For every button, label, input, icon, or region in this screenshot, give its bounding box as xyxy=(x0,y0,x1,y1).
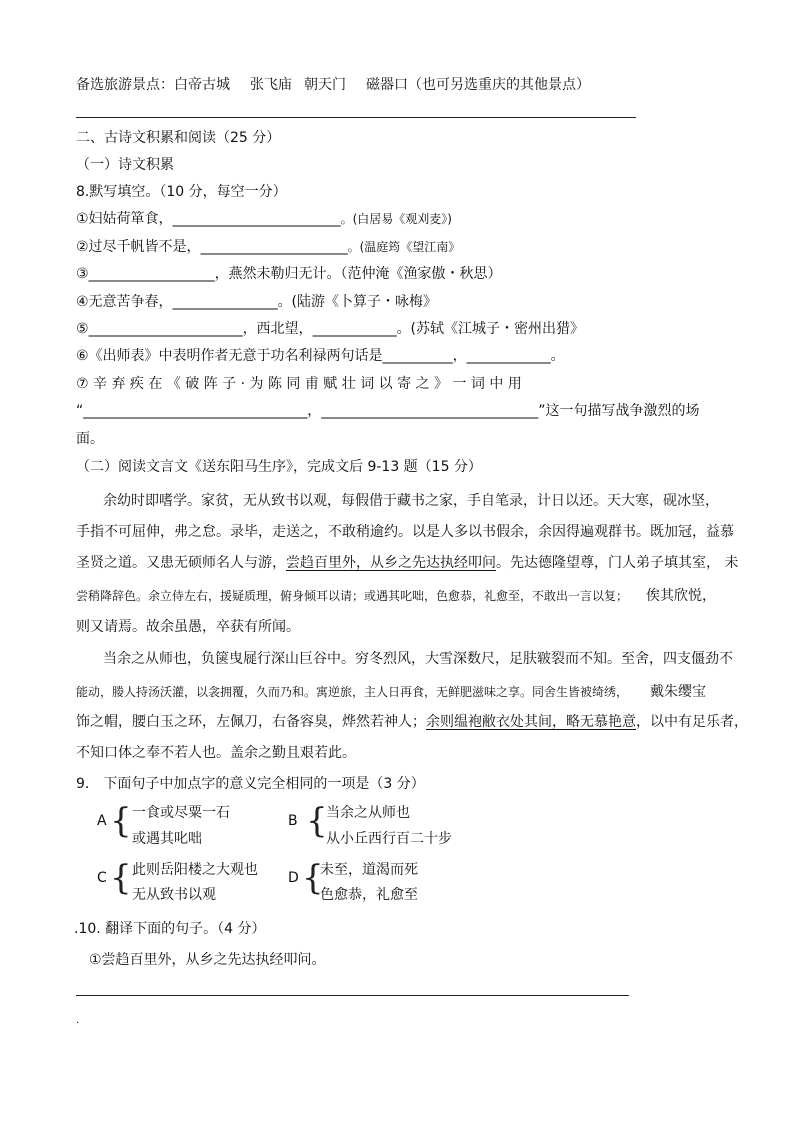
question-9-stem: 9． 下面句子中加点字的意义完全相同的一项是（3 分） xyxy=(76,776,425,792)
fill-blank[interactable]: __________________ xyxy=(88,266,215,282)
passage-p1-line1: 余幼时即嗜学。家贫，无从致书以观，每假借于藏书之家，手自笔录，计日以还。天大寒，砚冰坚， xyxy=(103,493,719,509)
option-letter: A xyxy=(97,813,107,829)
option-line-2: 色愈恭，礼愈至 xyxy=(320,887,418,903)
scenic-spot-chaotianmen: 朝天门 xyxy=(304,77,346,93)
scenic-spot-ciqikou: 磁器口（也可另选重庆的其他景点） xyxy=(366,77,590,93)
fill-blank[interactable]: _______________________________ xyxy=(321,403,539,419)
option-line-1: 当余之从师也 xyxy=(326,805,410,821)
fill-blank[interactable]: ____________ xyxy=(312,321,397,337)
fill-item-2: ②过尽千帆皆不是，_____________________。(温庭筠《望江南》 xyxy=(76,239,461,255)
question-10-item-1: ①尝趋百里外，从乡之先达执经叩问。 xyxy=(89,952,326,968)
brace-icon: { xyxy=(110,801,132,841)
underlined-sentence-1: 尝趋百里外，从乡之先达执经叩问 xyxy=(286,555,496,571)
fill-blank[interactable]: _______________ xyxy=(172,294,278,310)
question-8-stem: 8.默写填空。（10 分，每空一分） xyxy=(76,184,287,200)
brace-icon: { xyxy=(306,801,328,841)
option-line-2: 或遇其叱咄 xyxy=(132,831,202,847)
fill-blank[interactable]: __________ xyxy=(382,348,453,364)
option-line-2: 从小丘西行百二十步 xyxy=(326,831,452,847)
footer-dot: . xyxy=(76,1015,80,1026)
passage-p1-line2: 手指不可屈伸，弗之怠。录毕，走送之，不敢稍逾约。以是人多以书假余，余因得遍观群书。既加冠，益慕 xyxy=(76,524,734,540)
scenic-spot-zhangfei: 张飞庙 xyxy=(250,77,292,93)
fill-item-1: ①妇姑荷箪食，________________________。(白居易《观刈麦》) xyxy=(76,211,452,227)
passage-p1-line3: 圣贤之道。又患无硕师名人与游，尝趋百里外，从乡之先达执经叩问。先达德隆望尊，门人弟子填其室， 未 xyxy=(76,555,739,571)
fill-blank[interactable]: ____________ xyxy=(466,348,551,364)
passage-p2-line4: 不知口体之奉不若人也。盖余之勤且艰若此。 xyxy=(76,745,356,761)
passage-p2-line3: 饰之帽，腰白玉之环，左佩刀，右备容臭，烨然若神人；余则缊袍敝衣处其间，略无慕艳意，以中有足乐者， xyxy=(76,714,748,730)
fill-blank[interactable]: ________________________________ xyxy=(83,403,308,419)
option-line-1: 未至，道渴而死 xyxy=(320,862,418,878)
option-line-1: 此则岳阳楼之大观也 xyxy=(132,862,258,878)
brace-icon: { xyxy=(110,858,132,898)
subsection-title-1: （一）诗文积累 xyxy=(76,157,174,173)
passage-p2-line2: 能动，媵人持汤沃灌，以衾拥覆，久而乃和。寓逆旅，主人日再食，无鲜肥滋味之享。同舍生皆被绮绣， 戴朱缨宝 xyxy=(76,684,707,700)
option-line-2: 无从致书以观 xyxy=(132,887,216,903)
option-letter: C xyxy=(97,870,107,886)
passage-p2-line1: 当余之从师也，负箧曳屣行深山巨谷中。穷冬烈风，大雪深数尺，足肤皲裂而不知。至舍，四支僵劲不 xyxy=(103,651,733,667)
fill-item-7-line1: ⑦ 辛 弃 疾 在 《 破 阵 子 · 为 陈 同 甫 赋 壮 词 以 寄 之 》 一 词 中 用 xyxy=(76,376,522,392)
answer-line xyxy=(76,117,636,118)
brace-icon: { xyxy=(302,858,324,898)
passage-p1-line5: 则又请焉。故余虽愚，卒获有所闻。 xyxy=(76,619,300,635)
fill-blank[interactable]: ________________________ xyxy=(172,211,341,227)
option-line-1: 一食或尽粟一石 xyxy=(132,805,230,821)
fill-item-3: ③__________________，燕然未勒归无计。（范仲淹《渔家傲・秋思） xyxy=(76,266,502,282)
fill-item-4: ④无意苦争春，_______________。(陆游《卜算子・咏梅》 xyxy=(76,294,438,310)
fill-blank[interactable]: _____________________ xyxy=(200,239,348,255)
scenic-label: 备选旅游景点：白帝古城 xyxy=(76,77,230,93)
fill-item-7-line3: 面。 xyxy=(76,431,104,447)
option-letter: D xyxy=(288,870,299,886)
question-10-stem: .10. 翻译下面的句子。（4 分） xyxy=(74,921,266,937)
fill-item-6: ⑥《出师表》中表明作者无意于功名利禄两句话是__________，____________。 xyxy=(76,348,565,364)
fill-item-5: ⑤______________________，西北望，____________。(苏轼《江城子・密州出猎》 xyxy=(76,321,585,337)
passage-p1-line4: 尝稍降辞色。余立侍左右，援疑质理，俯身倾耳以请；或遇其叱咄，色愈恭，礼愈至，不敢出一言以复； 俟其欣悦， xyxy=(76,588,717,604)
section-title: 二、古诗文积累和阅读（25 分） xyxy=(76,130,281,146)
fill-blank[interactable]: ______________________ xyxy=(88,321,243,337)
underlined-sentence-2: 余则缊袍敝衣处其间，略无慕艳意 xyxy=(426,714,636,730)
fill-item-7-line2: “________________________________，_______________________________”这一句描写战争激烈的场 xyxy=(76,403,700,419)
answer-line[interactable] xyxy=(76,995,629,996)
subsection-title-2: （二）阅读文言文《送东阳马生序》，完成文后 9-13 题（15 分） xyxy=(76,459,482,475)
option-letter: B xyxy=(288,813,298,829)
scenic-spots-line xyxy=(76,75,590,95)
